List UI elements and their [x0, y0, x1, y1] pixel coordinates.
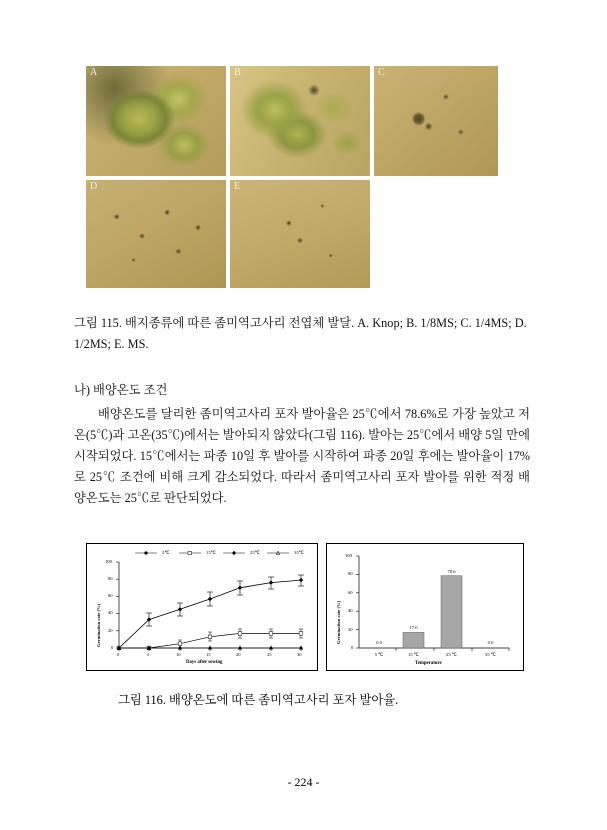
legend-entry-35c: 35℃ [267, 550, 304, 556]
micrograph-panel-d [86, 180, 226, 288]
line-chart-ytick-20: 20 [108, 628, 113, 633]
bar-chart-ytick-20: 20 [348, 627, 353, 632]
bar-value-5c: 0.0 [376, 640, 382, 645]
section-paragraph-text: 배양온도를 달리한 좀미역고사리 포자 발아율은 25℃에서 78.6%로 가장 높았고 저온(5℃)과 고온(35℃)에서는 발아되지 않았다(그림 116). 발아는 25℃에서 배양 5일 만에 시작되었다. 15℃에서는 파종 10일 후 발아를 시작하여 파종 20일 후에는 발아율이 17%로 25℃ 조건에 비해 크게 감소되었다. 따라서 좀미역고사리 포자 발아를 위한 적정 배양온도는 25℃로 판단되었다. [74, 407, 530, 505]
bar-chart-y-axis-label: Germination rate (%) [336, 600, 341, 644]
line-chart-ytick-60: 60 [108, 593, 113, 598]
bar-chart-xtick-5c: 5 ℃ [374, 652, 384, 657]
bar-chart-xtick-25c: 25 ℃ [446, 652, 457, 657]
panel-letter-e: E [234, 181, 241, 192]
line-chart-xtick-5: 5 [147, 652, 150, 657]
legend-entry-25c: 25℃ [223, 550, 260, 556]
line-chart-xtick-15: 15 [206, 652, 211, 657]
micrograph-panel-b [230, 66, 370, 176]
bar-chart-ytick-0: 0 [351, 645, 354, 650]
panel-letter-a: A [90, 67, 98, 78]
line-chart-xtick-10: 10 [176, 652, 181, 657]
figure-115-caption: 그림 115. 배지종류에 따른 좀미역고사리 전엽체 발달. A. Knop; B. 1/8MS; C. 1/4MS; D. 1/2MS; E. MS. [74, 316, 527, 351]
line-chart-ytick-0: 0 [111, 645, 114, 650]
bar-chart-ytick-60: 60 [348, 590, 353, 595]
line-chart-ytick-40: 40 [108, 610, 113, 615]
line-chart-xtick-20: 20 [236, 652, 241, 657]
line-chart-xtick-0: 0 [117, 652, 120, 657]
figure-116-charts [86, 543, 524, 671]
page-number: - 224 - [287, 775, 320, 789]
figure-115-images [86, 66, 498, 292]
bar-chart [326, 543, 524, 671]
micrograph-panel-a [86, 66, 226, 176]
panel-letter-c: C [378, 67, 385, 78]
micrograph-row-bottom [86, 180, 498, 288]
bar-chart-ytick-80: 80 [348, 571, 353, 576]
bar-value-25c: 78.6 [447, 569, 456, 574]
micrograph-panel-c [374, 66, 498, 176]
line-chart-ytick-100: 100 [105, 559, 112, 564]
line-chart [86, 543, 318, 671]
line-chart-xtick-30: 30 [297, 652, 302, 657]
micrograph-row-top [86, 66, 498, 176]
bar-value-15c: 17.0 [409, 625, 418, 630]
line-chart-xtick-25: 25 [267, 652, 272, 657]
line-chart-y-axis-label: Germination rate (%) [96, 603, 101, 647]
panel-letter-b: B [234, 67, 241, 78]
line-chart-plot [87, 544, 319, 672]
section-paragraph [74, 404, 530, 509]
legend-entry-15c: 15℃ [179, 550, 216, 556]
line-chart-ytick-80: 80 [108, 576, 113, 581]
bar-value-35c: 0.0 [487, 640, 494, 645]
bar-chart-ytick-40: 40 [348, 608, 353, 613]
legend-entry-5c: 5℃ [135, 550, 170, 556]
bar-chart-xtick-35c: 35 ℃ [485, 652, 496, 657]
line-chart-x-axis-label: Days after sowing [186, 660, 223, 665]
bar-chart-x-axis-label: Temperature [415, 661, 442, 666]
section-subheading: 나) 배양온도 조건 [74, 383, 168, 397]
bar-chart-xtick-15c: 15 ℃ [408, 652, 419, 657]
figure-116-caption: 그림 116. 배양온도에 따른 좀미역고사리 포자 발아율. [118, 693, 399, 707]
panel-letter-d: D [90, 181, 98, 192]
micrograph-panel-e [230, 180, 370, 288]
bar-chart-ytick-100: 100 [345, 553, 352, 558]
